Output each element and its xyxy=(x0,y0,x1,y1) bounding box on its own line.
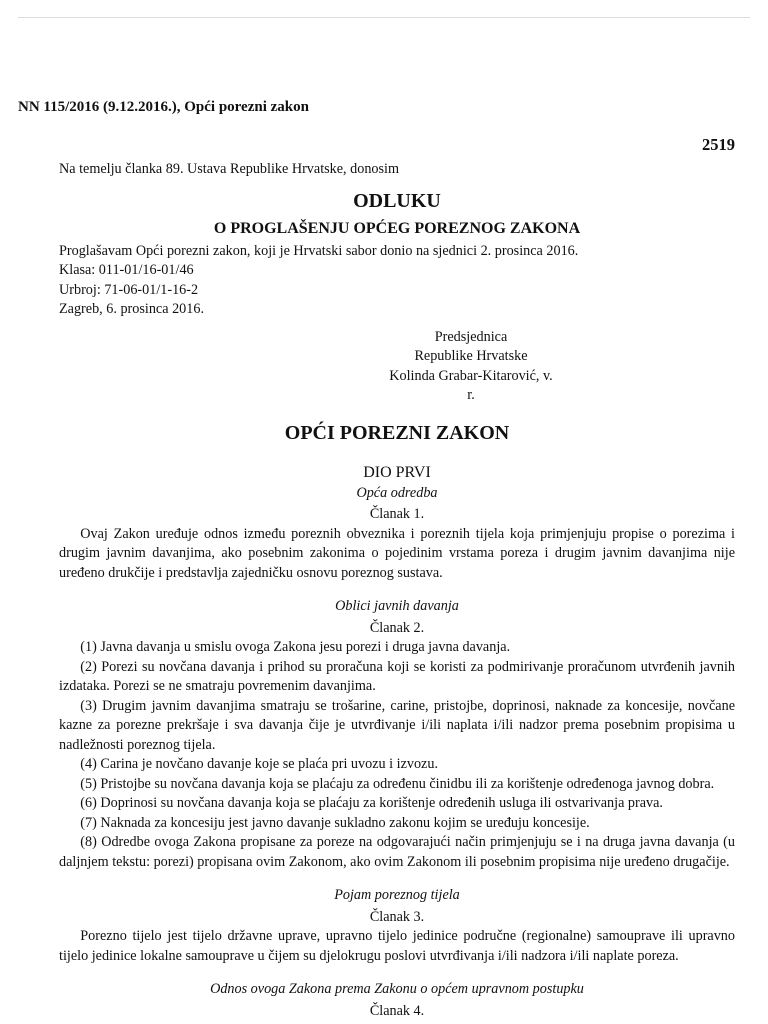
part-subtitle: Opća odredba xyxy=(356,484,438,501)
article-3-label: Članak 3. xyxy=(369,908,425,925)
article-2-paragraph: (1) Javna davanja u smislu ovoga Zakona jesu porezi i druga javna davanja. xyxy=(80,639,511,655)
signature-line-2: Republike Hrvatske xyxy=(414,348,528,364)
part-heading: DIO PRVI xyxy=(363,463,431,481)
decree-heading: ODLUKU xyxy=(353,189,441,212)
article-4-label: Članak 4. xyxy=(369,1002,425,1019)
article-2-paragraph: (2) Porezi su novčana davanja i prihod su proračuna koji se koristi za podmirivanje proračunom utvrđenih javnih izdataka. Porezi se ne smatraju povremenim davanjima. xyxy=(59,658,735,694)
document-number: 2519 xyxy=(702,135,735,154)
article-2-paragraph: (6) Doprinosi su novčana davanja koja se plaćaju za korištenje određenih usluga ili ostvarivanja prava. xyxy=(80,795,663,811)
decree-subheading: O PROGLAŠENJU OPĆEG POREZNOG ZAKONA xyxy=(213,219,581,237)
article-4-title: Odnos ovoga Zakona prema Zakonu o općem upravnom postupku xyxy=(210,981,584,997)
article-2-paragraph: (3) Drugim javnim davanjima smatraju se trošarine, carine, pristojbe, doprinosi, naknade za koncesije, novčane kazne za porezne prekršaje i sva davanja čije je utvrđivanje i/ili naplata i/ili nadzor prema posebnim propisima u nadležnosti poreznog tijela. xyxy=(59,697,735,753)
signature-block xyxy=(59,328,556,406)
top-divider xyxy=(18,17,750,18)
article-2-paragraph: (5) Pristojbe su novčana davanja koja se plaćaju za određenu činidbu ili za korištenje određenoga javnog dobra. xyxy=(80,775,715,792)
article-3-text: Porezno tijelo jest tijelo državne uprave, upravno tijelo jedinice područne (regionalne) samouprave ili upravno tijelo jedinice lokalne samouprave u čijem su djelokrugu poslovi utvrđivanja i/ili nadzora i/ili naplate poreza. xyxy=(59,928,735,964)
document-title: NN 115/2016 (9.12.2016.), Opći porezni zakon xyxy=(18,99,309,115)
decree-klasa: Klasa: 011-01/16-01/46 xyxy=(59,262,194,278)
article-2-paragraph: (7) Naknada za koncesiju jest javno davanje sukladno zakonu kojim se uređuju koncesije. xyxy=(80,814,590,831)
decree-intro: Na temelju članka 89. Ustava Republike Hrvatske, donosim xyxy=(59,161,400,177)
decree-urbroj: Urbroj: 71-06-01/1-16-2 xyxy=(59,281,199,298)
decree-proclamation: Proglašavam Opći porezni zakon, koji je Hrvatski sabor donio na sjednici 2. prosinca 2016. xyxy=(59,242,579,259)
article-1-text: Ovaj Zakon uređuje odnos između poreznih obveznika i poreznih tijela koja primjenjuju propise o porezima i drugim javnim davanjima, ako posebnim zakonima o pojedinim vrstama poreza i drugim javnim davanjima nije uređeno drukčije i predstavlja zajedničku osnovu poreznog sustava. xyxy=(59,525,735,581)
article-2-title: Oblici javnih davanja xyxy=(335,598,459,614)
article-2-paragraph: (4) Carina je novčano davanje koje se plaća pri uvozu i izvozu. xyxy=(80,756,438,772)
signature-line-1: Predsjednica xyxy=(434,328,508,345)
law-title: OPĆI POREZNI ZAKON xyxy=(284,421,510,444)
signature-line-3: Kolinda Grabar-Kitarović, v. r. xyxy=(389,367,553,403)
decree-place-date: Zagreb, 6. prosinca 2016. xyxy=(59,301,204,317)
document-body xyxy=(59,160,735,1021)
article-3-title: Pojam poreznog tijela xyxy=(334,887,460,903)
article-1-label: Članak 1. xyxy=(369,506,425,522)
article-2-paragraph: (8) Odredbe ovoga Zakona propisane za poreze na odgovarajući način primjenjuju se i na druga javna davanja (u daljnjem tekstu: porezi) propisana ovim Zakonom, ako ovim Zakonom ili posebnim propisima nije uređeno drugačije. xyxy=(59,834,735,870)
article-2-label: Članak 2. xyxy=(369,619,425,636)
